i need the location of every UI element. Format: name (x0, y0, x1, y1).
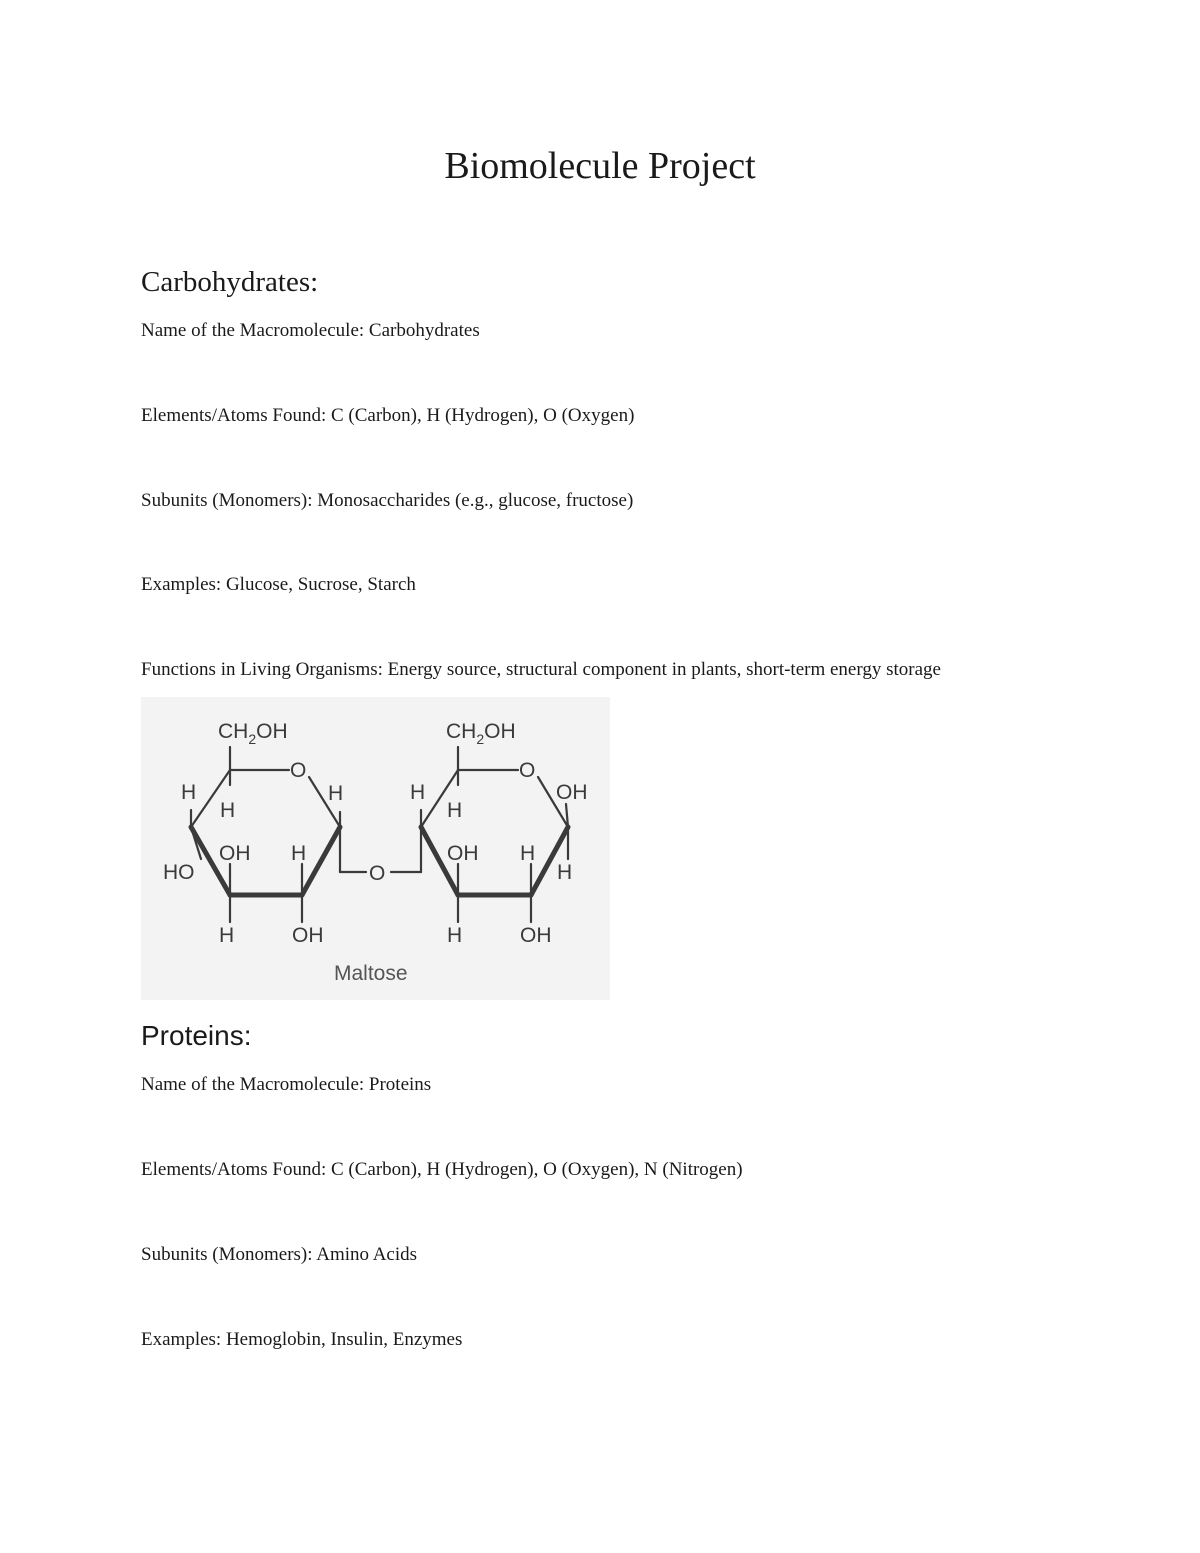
left-c3-oh-label: OH (219, 842, 251, 865)
carbohydrates-heading: Carbohydrates: (141, 266, 319, 298)
carbohydrates-subunits-line: Subunits (Monomers): Monosaccharides (e.g., glucose, fructose) (141, 490, 634, 511)
left-ring-oxygen-label: O (290, 759, 307, 782)
left-anomeric-h-label: H (328, 782, 344, 805)
right-anomeric-h-label: H (557, 861, 573, 884)
left-ch2oh-label: $CH_2OH$ (218, 720, 288, 747)
right-anomeric-oh-label: OH (556, 781, 588, 804)
carbohydrates-name-line: Name of the Macromolecule: Carbohydrates (141, 320, 480, 341)
proteins-elements-line: Elements/Atoms Found: C (Carbon), H (Hydrogen), O (Oxygen), N (Nitrogen) (141, 1159, 743, 1180)
carbohydrates-functions-line: Functions in Living Organisms: Energy source, structural component in plants, short-term energy storage (141, 659, 941, 680)
carbohydrates-elements-line: Elements/Atoms Found: C (Carbon), H (Hydrogen), O (Oxygen) (141, 405, 635, 426)
left-c4-h-label: H (181, 781, 197, 804)
left-c3-h-label: H (219, 924, 235, 947)
right-c3-h-label: H (447, 924, 463, 947)
right-c4-h-label: H (410, 781, 426, 804)
proteins-name-line: Name of the Macromolecule: Proteins (141, 1074, 432, 1095)
maltose-structure-diagram (141, 697, 610, 1000)
bond (302, 827, 340, 895)
left-c2-oh-label: OH (292, 924, 324, 947)
proteins-heading: Proteins: (141, 1020, 252, 1051)
proteins-examples-line: Examples: Hemoglobin, Insulin, Enzymes (141, 1329, 463, 1350)
document-title: Biomolecule Project (444, 145, 756, 187)
left-c4-ho-label: HO (163, 861, 195, 884)
right-c5-h-label: H (447, 799, 463, 822)
proteins-subunits-line: Subunits (Monomers): Amino Acids (141, 1244, 418, 1265)
left-c2-h-label: H (291, 842, 307, 865)
maltose-caption: Maltose (334, 962, 408, 985)
carbohydrates-examples-line: Examples: Glucose, Sucrose, Starch (141, 574, 416, 595)
right-c2-h-label: H (520, 842, 536, 865)
left-c5-h-label: H (220, 799, 236, 822)
right-c3-oh-label: OH (447, 842, 479, 865)
right-ring-oxygen-label: O (519, 759, 536, 782)
maltose-structure-figure (141, 697, 610, 1000)
right-ch2oh-label: $CH_2OH$ (446, 720, 516, 747)
right-c2-oh-label: OH (520, 924, 552, 947)
glycosidic-oxygen-label: O (369, 862, 386, 885)
